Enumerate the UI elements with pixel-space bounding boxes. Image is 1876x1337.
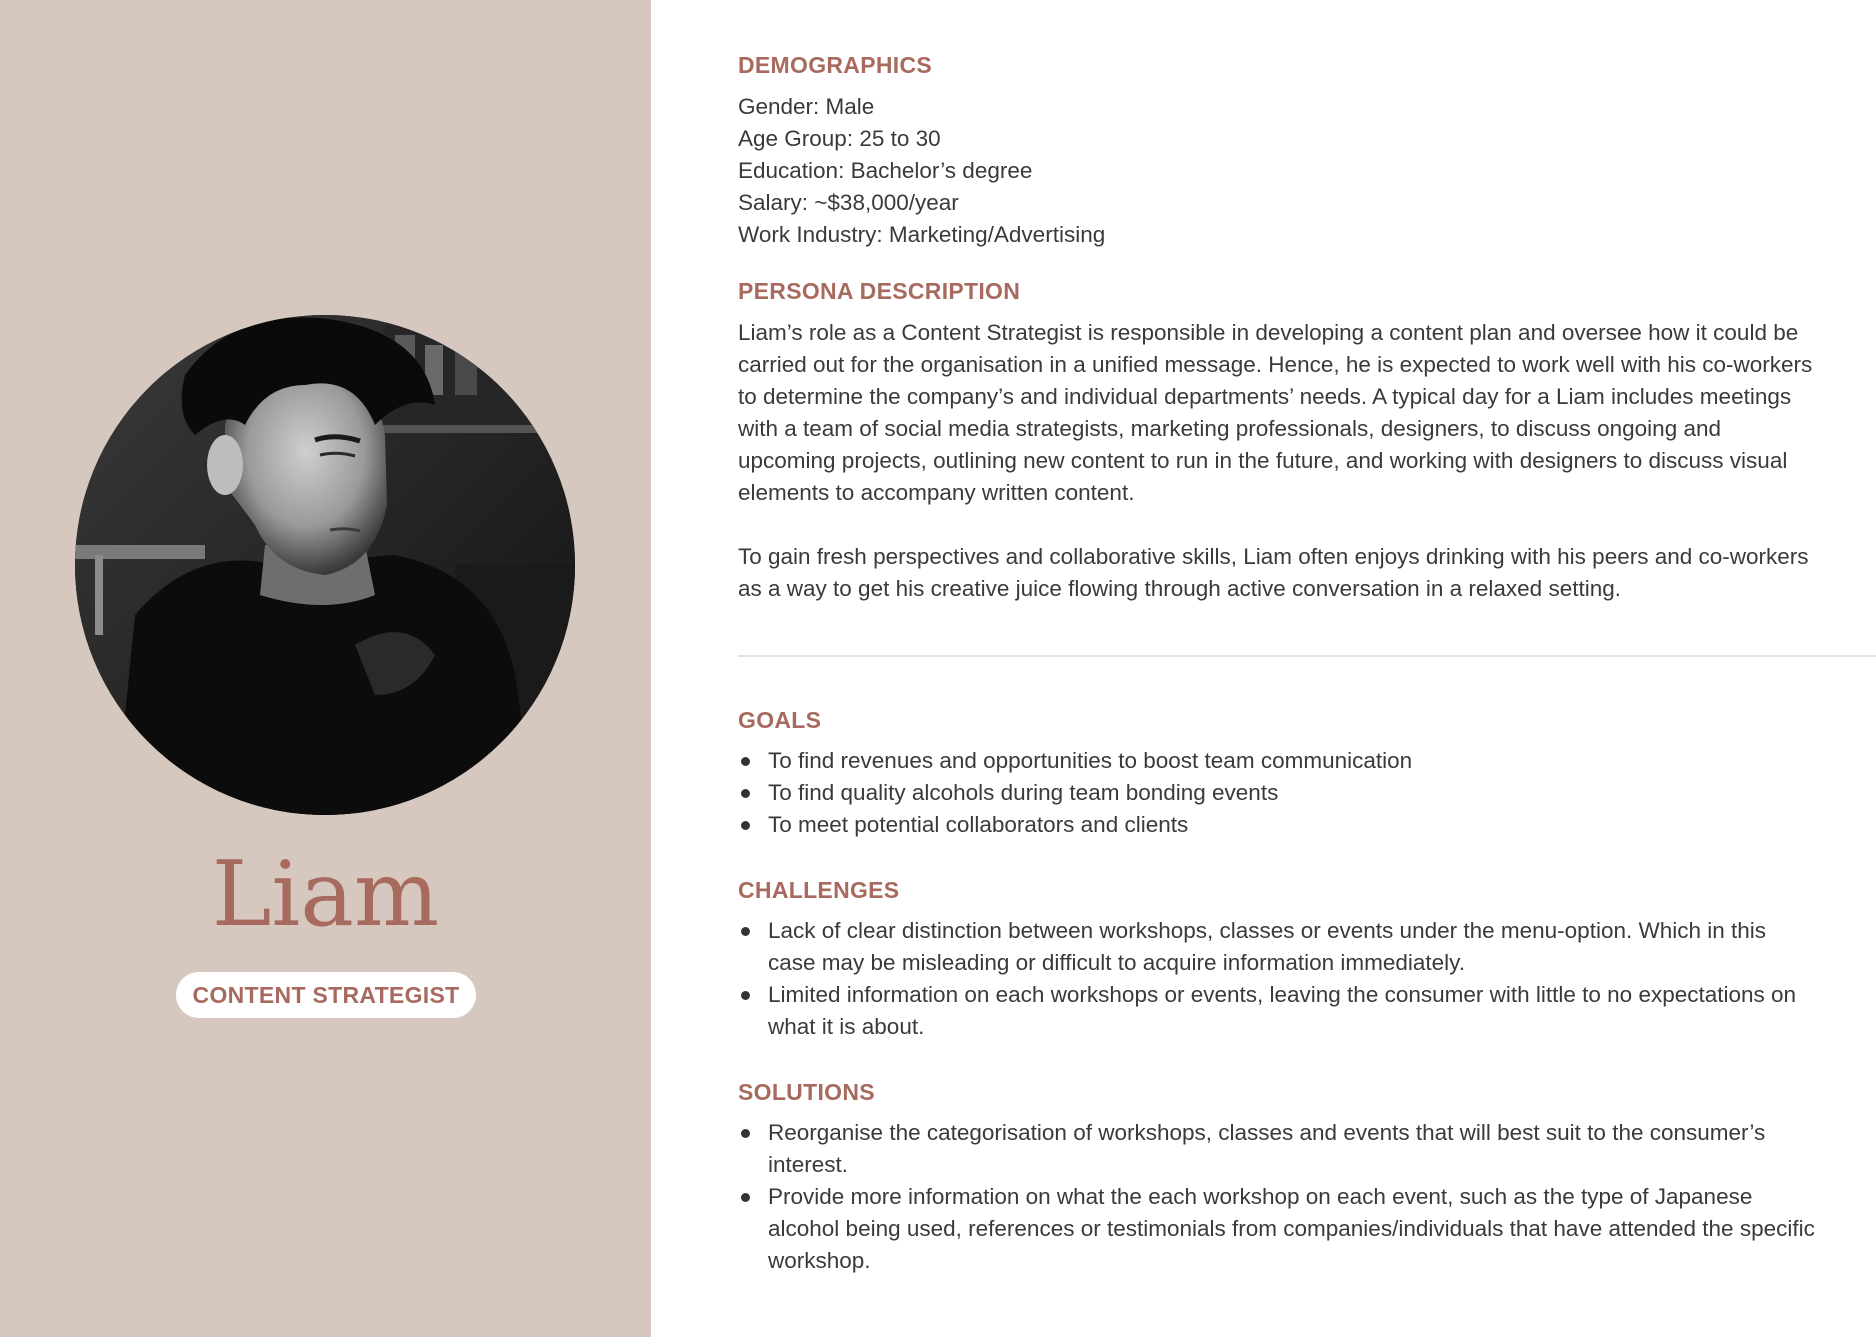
- demographics-work-industry: Work Industry: Marketing/Advertising: [738, 222, 1106, 247]
- persona-avatar: [75, 315, 575, 815]
- bullet-icon: [741, 757, 750, 766]
- list-item: To meet potential collaborators and clients: [738, 809, 1818, 841]
- demographics-gender: Gender: Male: [738, 94, 875, 119]
- demographics-education: Education: Bachelor’s degree: [738, 158, 1033, 183]
- persona-name: Liam: [211, 842, 440, 947]
- list-item: Reorganise the categorisation of workshops, classes and events that will best suit to the consumer’s interest.: [738, 1117, 1818, 1181]
- persona-description-title: PERSONA DESCRIPTION: [738, 278, 1021, 304]
- persona-role-badge: [176, 972, 476, 1018]
- bullet-icon: [741, 789, 750, 798]
- list-item: Lack of clear distinction between workshops, classes or events under the menu-option. Which in this case may be misleading or difficult to acquire information immediately.: [738, 915, 1818, 979]
- challenges-title: CHALLENGES: [738, 877, 900, 903]
- list-item: To find quality alcohols during team bonding events: [738, 777, 1818, 809]
- persona-role-label: CONTENT STRATEGIST: [192, 981, 460, 1008]
- demographics-salary: Salary: ~$38,000/year: [738, 190, 959, 215]
- goals-title: GOALS: [738, 707, 822, 733]
- demographics-title: DEMOGRAPHICS: [738, 52, 933, 78]
- challenges-list: [738, 915, 1818, 1043]
- demographics-list: [738, 91, 1105, 251]
- list-item: To find revenues and opportunities to boost team communication: [738, 745, 1818, 777]
- demographics-age-group: Age Group: 25 to 30: [738, 126, 941, 151]
- persona-description-paragraph-2: To gain fresh perspectives and collaborative skills, Liam often enjoys drinking with his peers and co-workers as a way to get his creative juice flowing through active conversation in a relaxed setting.: [738, 544, 1809, 601]
- persona-sidebar: [0, 0, 651, 1337]
- bullet-icon: [741, 1129, 750, 1138]
- list-item: Provide more information on what the each workshop on each event, such as the type of Japanese alcohol being used, references or testimonials from companies/individuals that have attended the specific workshop.: [738, 1181, 1818, 1277]
- bullet-icon: [741, 927, 750, 936]
- persona-photo: [75, 315, 575, 815]
- bullet-icon: [741, 1193, 750, 1202]
- list-item: Limited information on each workshops or events, leaving the consumer with little to no expectations on what it is about.: [738, 979, 1818, 1043]
- bullet-icon: [741, 991, 750, 1000]
- solutions-list: [738, 1117, 1818, 1277]
- section-divider: [738, 655, 1876, 657]
- goals-list: [738, 745, 1818, 841]
- persona-description-paragraph-1: Liam’s role as a Content Strategist is responsible in developing a content plan and oversee how it could be carried out for the organisation in a unified message. Hence, he is expected to work well with his co-workers to determine the company’s and individual departments’ needs. A typical day for a Liam includes meetings with a team of social media strategists, marketing professionals, designers, to discuss ongoing and upcoming projects, outlining new content to run in the future, and working with designers to discuss visual elements to accompany written content.: [738, 320, 1813, 505]
- bullet-icon: [741, 821, 750, 830]
- solutions-title: SOLUTIONS: [738, 1079, 875, 1105]
